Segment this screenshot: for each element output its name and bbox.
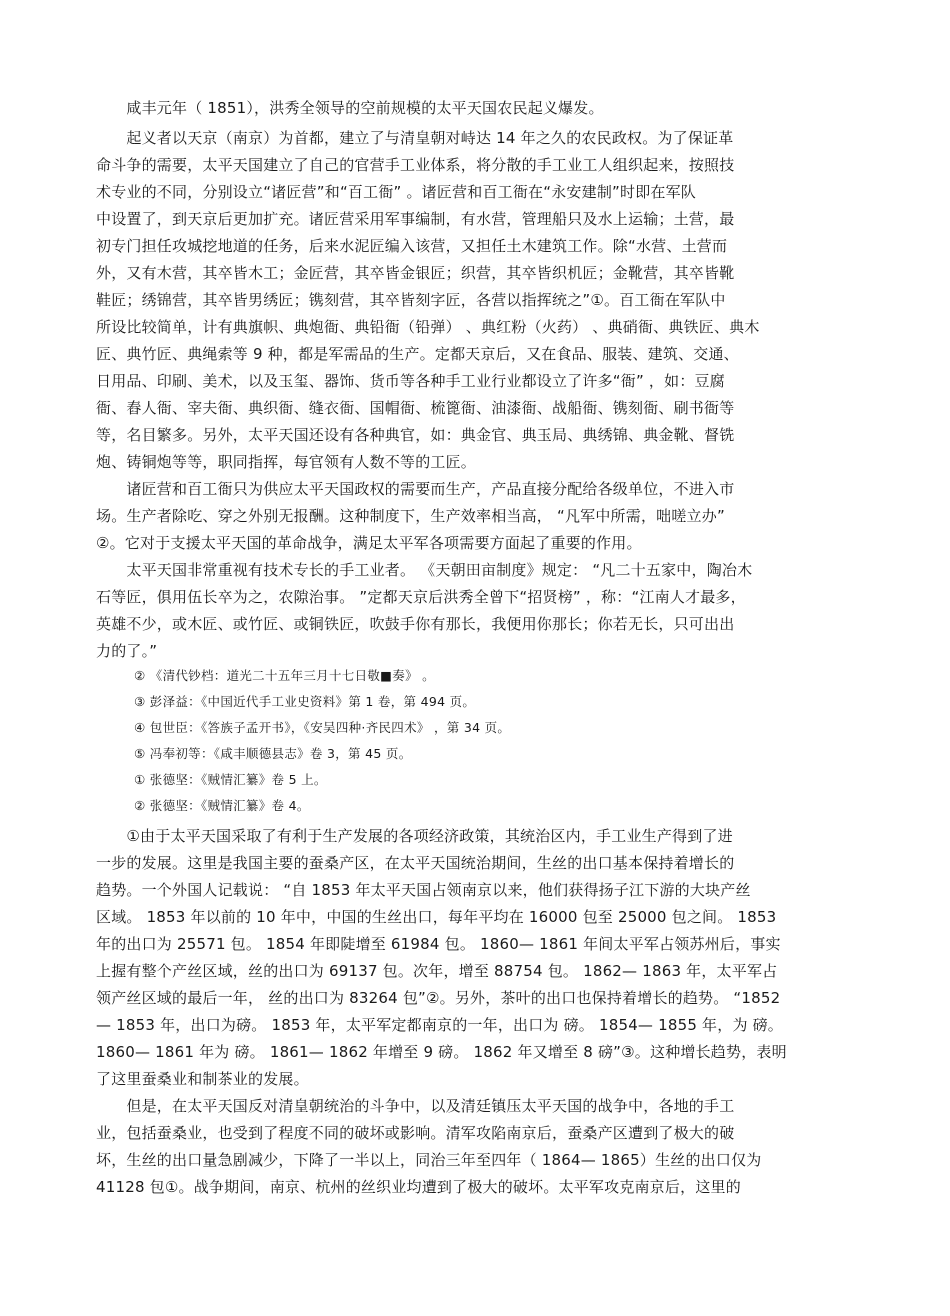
- footnote: ③ 彭泽益：《中国近代手工业史资料》第 1 卷，第 494 页。: [134, 694, 476, 709]
- text-line: 坏，生丝的出口量急剧减少，下降了一半以上，同治三年至四年（ 1864— 1865）生丝的出口仅为: [96, 1151, 762, 1169]
- text-line: — 1853 年，出口为磅。 1853 年，太平军定都南京的一年，出口为 磅。 1854— 1855 年，为 磅。: [96, 1016, 784, 1034]
- text-line: 力的了。”: [96, 642, 158, 660]
- text-line: ①由于太平天国采取了有利于生产发展的各项经济政策，其统治区内，手工业生产得到了进: [96, 827, 733, 845]
- text-line: 上握有整个产丝区域，丝的出口为 69137 包。次年，增至 88754 包。 1862— 1863 年，太平军占: [96, 962, 778, 980]
- text-line: 石等匠，俱用伍长卒为之，农隙治事。 ”定都天京后洪秀全曾下“招贤榜” ，称：“江南人才最多，: [96, 588, 746, 606]
- text-line: 太平天国非常重视有技术专长的手工业者。 《天朝田亩制度》规定： “凡二十五家中，陶冶木: [96, 561, 753, 579]
- footnote: ④ 包世臣：《答族子孟开书》，《安吴四种·齐民四术》 ，第 34 页。: [134, 720, 511, 735]
- text-line: 年的出口为 25571 包。 1854 年即陡增至 61984 包。 1860— 1861 年间太平军占领苏州后，事实: [96, 935, 781, 953]
- text-line: 趋势。一个外国人记载说： “自 1853 年太平天国占领南京以来，他们获得扬子江下游的大块产丝: [96, 881, 751, 899]
- text-line: 日用品、印刷、美术，以及玉玺、器饰、货币等各种手工业行业都设立了许多“衙” ，如：豆腐: [96, 372, 725, 390]
- footnote: ⑤ 冯奉初等：《咸丰顺德县志》卷 3，第 45 页。: [134, 746, 412, 761]
- text-line: 匠、典竹匠、典绳索等 9 种，都是军需品的生产。定都天京后，又在食品、服装、建筑、交通、: [96, 345, 739, 363]
- text-line: 衙、舂人衙、宰夫衙、典织衙、缝衣衙、国帽衙、梳篦衙、油漆衙、战船衙、镌刻衙、刷书衙等: [96, 399, 735, 417]
- footnote: ② 张德坚：《贼情汇纂》卷 4。: [134, 798, 310, 813]
- text-line: 外，又有木营，其卒皆木工；金匠营，其卒皆金银匠；织营，其卒皆织机匠；金靴营，其卒皆靴: [96, 264, 735, 282]
- text-line: 场。生产者除吃、穿之外别无报酬。这种制度下，生产效率相当高， “凡军中所需，咄嗟立办”: [96, 507, 725, 525]
- text-line: 1860— 1861 年为 磅。 1861— 1862 年增至 9 磅。 1862 年又增至 8 磅”③。这种增长趋势，表明: [96, 1043, 787, 1061]
- text-line: 一步的发展。这里是我国主要的蚕桑产区，在太平天国统治期间，生丝的出口基本保持着增长的: [96, 854, 735, 872]
- text-line: 咸丰元年（ 1851），洪秀全领导的空前规模的太平天国农民起义爆发。: [96, 99, 604, 117]
- text-line: 等，名目繁多。另外，太平天国还设有各种典官，如：典金官、典玉局、典绣锦、典金靴、督铣: [96, 426, 735, 444]
- text-line: 鞋匠；绣锦营，其卒皆男绣匠；镌刻营，其卒皆刻字匠，各营以指挥统之”①。百工衙在军队中: [96, 291, 726, 309]
- text-line: 了这里蚕桑业和制茶业的发展。: [96, 1070, 309, 1088]
- text-line: 命斗争的需要，太平天国建立了自己的官营手工业体系，将分散的手工业工人组织起来，按照技: [96, 156, 735, 174]
- text-line: 初专门担任攻城挖地道的任务，后来水泥匠编入该营，又担任土木建筑工作。除“水营、土营而: [96, 237, 728, 255]
- footnote: ② 《清代钞档：道光二十五年三月十七日敬■奏》 。: [134, 668, 435, 683]
- text-line: 所设比较简单，计有典旗帜、典炮衙、典铅衙（铅弹） 、典红粉（火药） 、典硝衙、典铁匠、典木: [96, 318, 760, 336]
- text-line: 但是，在太平天国反对清皇朝统治的斗争中，以及清廷镇压太平天国的战争中，各地的手工: [96, 1097, 735, 1115]
- text-line: 起义者以天京（南京）为首都，建立了与清皇朝对峙达 14 年之久的农民政权。为了保证革: [96, 129, 734, 147]
- text-line: 诸匠营和百工衙只为供应太平天国政权的需要而生产，产品直接分配给各级单位，不进入市: [96, 480, 735, 498]
- text-line: ②。它对于支援太平天国的革命战争，满足太平军各项需要方面起了重要的作用。: [96, 534, 642, 552]
- text-line: 41128 包①。战争期间，南京、杭州的丝织业均遭到了极大的破坏。太平军攻克南京后，这里的: [96, 1178, 741, 1196]
- text-line: 炮、铸铜炮等等，职同指挥，每官领有人数不等的工匠。: [96, 453, 477, 471]
- text-line: 区域。 1853 年以前的 10 年中，中国的生丝出口，每年平均在 16000 包至 25000 包之间。 1853: [96, 908, 777, 926]
- text-line: 英雄不少，或木匠、或竹匠、或铜铁匠，吹鼓手你有那长，我便用你那长；你若无长，只可出出: [96, 615, 735, 633]
- text-line: 中设置了，到天京后更加扩充。诸匠营采用军事编制，有水营，管理船只及水上运输；土营，最: [96, 210, 735, 228]
- text-line: 业，包括蚕桑业，也受到了程度不同的破坏或影响。清军攻陷南京后，蚕桑产区遭到了极大的破: [96, 1124, 735, 1142]
- text-line: 领产丝区域的最后一年， 丝的出口为 83264 包”②。另外，茶叶的出口也保持着增长的趋势。 “1852: [96, 989, 781, 1007]
- text-line: 术专业的不同，分别设立“诸匠营”和“百工衙” 。诸匠营和百工衙在“永安建制”时即在军队: [96, 183, 696, 201]
- footnote: ① 张德坚：《贼情汇纂》卷 5 上。: [134, 772, 327, 787]
